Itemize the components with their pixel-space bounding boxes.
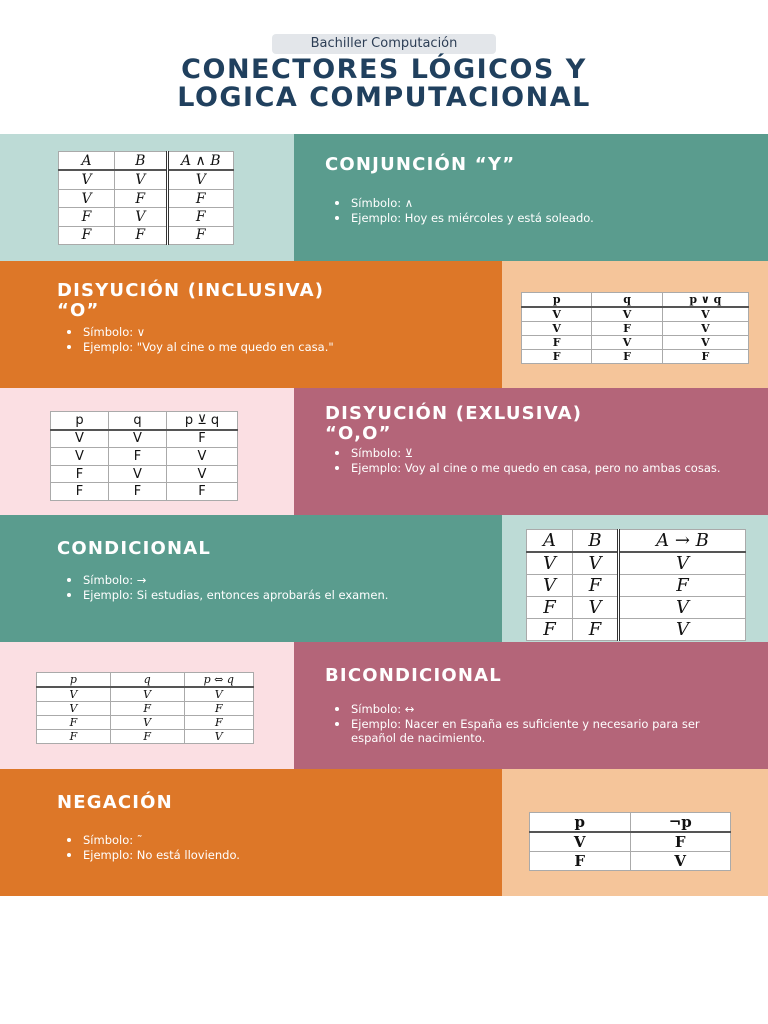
truth-table-row — [522, 336, 749, 350]
negacion-table-panel — [502, 769, 768, 896]
conjuncion-bullets — [332, 196, 752, 225]
truth-table-row — [37, 730, 254, 744]
truth-table-row — [527, 619, 746, 641]
section-conjuncion — [0, 134, 768, 261]
truth-table-cell: F — [522, 336, 592, 350]
truth-table-cell: V — [618, 619, 745, 641]
truth-table-cell: V — [108, 465, 166, 483]
section-bicondicional — [0, 642, 768, 769]
list-item: Símbolo: ↔ — [332, 702, 732, 717]
section-negacion — [0, 769, 768, 896]
truth-table-cell: V — [115, 170, 168, 189]
list-item: Símbolo: → — [64, 573, 464, 588]
disyuncion-inclusiva-truth-table — [521, 292, 749, 364]
truth-table-header-cell: p — [530, 813, 631, 833]
conjuncion-text-panel — [294, 134, 768, 261]
truth-table-cell: F — [184, 702, 253, 716]
list-item: Símbolo: ˜ — [64, 833, 464, 848]
page-title-line-1: CONECTORES LÓGICOS Y — [181, 54, 587, 85]
condicional-text-panel — [0, 515, 502, 642]
truth-table-cell: F — [662, 350, 748, 364]
truth-table-cell: F — [51, 465, 109, 483]
truth-table-row — [522, 322, 749, 336]
truth-table-row — [530, 832, 731, 852]
truth-table-cell: V — [592, 307, 662, 322]
truth-table-row — [37, 687, 254, 702]
section-condicional — [0, 515, 768, 642]
truth-table-row — [527, 552, 746, 575]
truth-table-body — [522, 293, 749, 364]
truth-table-cell: V — [59, 170, 115, 189]
truth-table-body — [530, 813, 731, 871]
truth-table-cell: F — [530, 852, 631, 871]
disyuncion-inclusiva-bullets — [64, 325, 484, 354]
truth-table-cell: V — [527, 575, 573, 597]
truth-table-cell: F — [110, 702, 184, 716]
truth-table-header-cell: ¬p — [630, 813, 731, 833]
truth-table-header-cell: B — [572, 530, 618, 553]
truth-table-cell: F — [59, 208, 115, 226]
truth-table-cell: V — [522, 307, 592, 322]
negacion-truth-table — [529, 812, 731, 871]
disyuncion-exclusiva-title-line-2: “O,O” — [325, 423, 392, 444]
truth-table-cell: F — [527, 597, 573, 619]
truth-table-cell: F — [115, 226, 168, 244]
condicional-table-panel — [502, 515, 768, 642]
truth-table-header-cell: A ∧ B — [167, 152, 234, 171]
truth-table-cell: V — [166, 448, 237, 466]
truth-table-header-cell: p — [37, 673, 111, 688]
truth-table-cell: F — [115, 189, 168, 207]
list-item: Ejemplo: Si estudias, entonces aprobarás el examen. — [64, 588, 464, 603]
truth-table-cell: F — [618, 575, 745, 597]
category-badge: Bachiller Computación — [272, 34, 496, 54]
truth-table-header-row — [59, 152, 234, 171]
truth-table-row — [530, 852, 731, 871]
negacion-text-panel — [0, 769, 502, 896]
truth-table-header-cell: p ∨ q — [662, 293, 748, 308]
disyuncion-inclusiva-text-panel — [0, 261, 502, 388]
truth-table-row — [51, 465, 238, 483]
truth-table-cell: V — [110, 716, 184, 730]
truth-table-row — [59, 189, 234, 207]
truth-table-cell: F — [37, 730, 111, 744]
truth-table-cell: V — [51, 430, 109, 448]
disyuncion-exclusiva-text-panel — [294, 388, 768, 515]
disyuncion-exclusiva-bullets — [332, 446, 732, 475]
list-item: Ejemplo: "Voy al cine o me quedo en casa." — [64, 340, 484, 355]
truth-table-header-cell: B — [115, 152, 168, 171]
bicondicional-text-panel — [294, 642, 768, 769]
section-disyuncion-inclusiva — [0, 261, 768, 388]
truth-table-cell: F — [108, 483, 166, 501]
truth-table-cell: V — [115, 208, 168, 226]
truth-table-row — [59, 226, 234, 244]
truth-table-header-cell: p ⊻ q — [166, 412, 237, 430]
truth-table-cell: F — [167, 226, 234, 244]
truth-table-row — [522, 350, 749, 364]
truth-table-header-cell: p — [522, 293, 592, 308]
truth-table-cell: F — [51, 483, 109, 501]
truth-table-header-cell: p — [51, 412, 109, 430]
truth-table-header-cell: q — [592, 293, 662, 308]
truth-table-row — [59, 208, 234, 226]
conjuncion-table-panel — [0, 134, 294, 261]
truth-table-body — [59, 152, 234, 245]
disyuncion-inclusiva-table-panel — [502, 261, 768, 388]
disyuncion-exclusiva-title-line-1: DISYUCIÓN (EXLUSIVA) — [325, 403, 583, 424]
truth-table-cell: F — [167, 208, 234, 226]
truth-table-cell: F — [166, 483, 237, 501]
list-item: Ejemplo: Hoy es miércoles y está soleado. — [332, 211, 752, 226]
truth-table-cell: F — [572, 619, 618, 641]
disyuncion-inclusiva-title-line-1: DISYUCIÓN (INCLUSIVA) — [57, 280, 325, 301]
truth-table-cell: F — [110, 730, 184, 744]
list-item: Ejemplo: Voy al cine o me quedo en casa, pero no ambas cosas. — [332, 461, 732, 476]
page-title-line-2: LOGICA COMPUTACIONAL — [177, 82, 591, 113]
truth-table-cell: V — [662, 336, 748, 350]
truth-table-cell: V — [167, 170, 234, 189]
truth-table-row — [51, 430, 238, 448]
truth-table-cell: F — [108, 448, 166, 466]
truth-table-cell: V — [662, 322, 748, 336]
truth-table-body — [37, 673, 254, 744]
truth-table-cell: V — [37, 687, 111, 702]
truth-table-cell: V — [618, 597, 745, 619]
negacion-title: NEGACIÓN — [57, 792, 173, 813]
conjuncion-title: CONJUNCIÓN “Y” — [325, 154, 516, 175]
truth-table-cell: F — [167, 189, 234, 207]
truth-table-cell: F — [37, 716, 111, 730]
truth-table-cell: F — [630, 832, 731, 852]
truth-table-cell: F — [522, 350, 592, 364]
truth-table-row — [527, 597, 746, 619]
truth-table-cell: V — [530, 832, 631, 852]
bicondicional-title: BICONDICIONAL — [325, 665, 502, 686]
page-title — [0, 56, 768, 112]
truth-table-cell: V — [110, 687, 184, 702]
truth-table-cell: V — [51, 448, 109, 466]
disyuncion-exclusiva-title — [325, 404, 582, 444]
header — [0, 0, 768, 134]
truth-table-cell: F — [572, 575, 618, 597]
truth-table-cell: F — [592, 322, 662, 336]
disyuncion-inclusiva-title — [57, 281, 324, 321]
truth-table-row — [59, 170, 234, 189]
truth-table-cell: V — [37, 702, 111, 716]
negacion-bullets — [64, 833, 464, 862]
truth-table-cell: F — [166, 430, 237, 448]
truth-table-header-cell: A — [527, 530, 573, 553]
truth-table-header-cell: q — [110, 673, 184, 688]
truth-table-cell: V — [522, 322, 592, 336]
disyuncion-exclusiva-truth-table — [50, 411, 238, 501]
truth-table-cell: F — [592, 350, 662, 364]
bicondicional-bullets — [332, 702, 732, 746]
truth-table-body — [527, 530, 746, 641]
truth-table-cell: V — [527, 552, 573, 575]
truth-table-header-cell: p ⇔ q — [184, 673, 253, 688]
truth-table-cell: F — [59, 226, 115, 244]
truth-table-header-row — [530, 813, 731, 833]
truth-table-cell: V — [166, 465, 237, 483]
conjuncion-truth-table — [58, 151, 234, 245]
truth-table-row — [51, 448, 238, 466]
truth-table-row — [37, 716, 254, 730]
truth-table-row — [37, 702, 254, 716]
truth-table-header-cell: q — [108, 412, 166, 430]
truth-table-cell: V — [59, 189, 115, 207]
truth-table-cell: F — [184, 716, 253, 730]
truth-table-header-row — [51, 412, 238, 430]
list-item: Símbolo: ∧ — [332, 196, 752, 211]
truth-table-cell: V — [618, 552, 745, 575]
truth-table-cell: V — [572, 552, 618, 575]
list-item: Ejemplo: Nacer en España es suficiente y necesario para ser español de nacimiento. — [332, 717, 732, 746]
disyuncion-inclusiva-title-line-2: “O” — [57, 300, 100, 321]
list-item: Símbolo: ∨ — [64, 325, 484, 340]
truth-table-header-cell: A — [59, 152, 115, 171]
truth-table-cell: V — [630, 852, 731, 871]
truth-table-header-row — [527, 530, 746, 553]
truth-table-row — [51, 483, 238, 501]
truth-table-row — [522, 307, 749, 322]
list-item: Símbolo: ⊻ — [332, 446, 732, 461]
truth-table-cell: V — [662, 307, 748, 322]
disyuncion-exclusiva-table-panel — [0, 388, 294, 515]
condicional-bullets — [64, 573, 464, 602]
section-disyuncion-exclusiva — [0, 388, 768, 515]
truth-table-cell: V — [184, 730, 253, 744]
truth-table-cell: F — [527, 619, 573, 641]
condicional-title: CONDICIONAL — [57, 538, 212, 559]
truth-table-header-row — [522, 293, 749, 308]
truth-table-body — [51, 412, 238, 501]
truth-table-cell: V — [108, 430, 166, 448]
list-item: Ejemplo: No está lloviendo. — [64, 848, 464, 863]
truth-table-header-row — [37, 673, 254, 688]
bicondicional-table-panel — [0, 642, 294, 769]
truth-table-cell: V — [572, 597, 618, 619]
condicional-truth-table — [526, 529, 746, 641]
truth-table-header-cell: A → B — [618, 530, 745, 553]
truth-table-cell: V — [592, 336, 662, 350]
truth-table-cell: V — [184, 687, 253, 702]
truth-table-row — [527, 575, 746, 597]
bicondicional-truth-table — [36, 672, 254, 744]
